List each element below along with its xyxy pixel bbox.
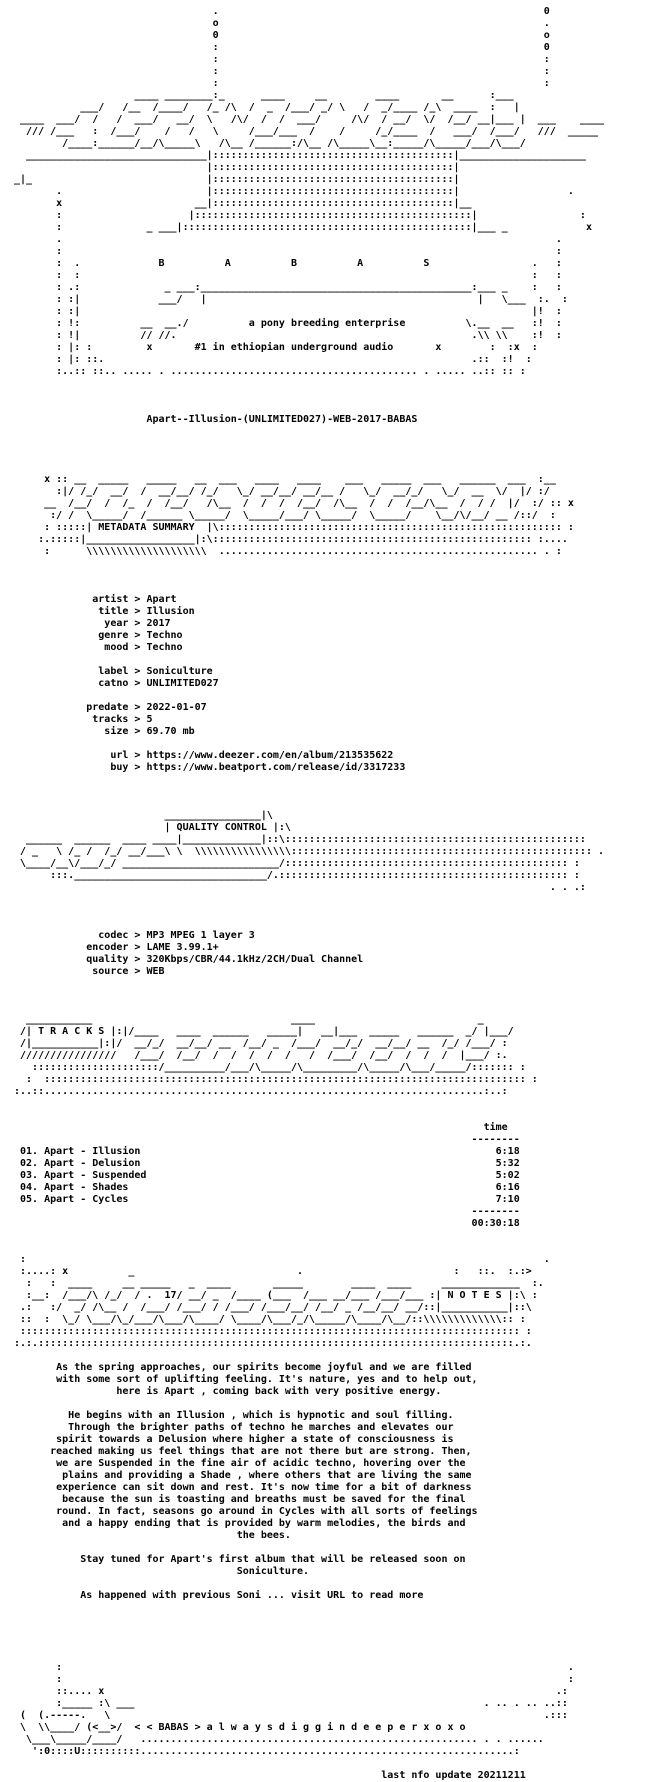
nfo-line — [14, 1614, 634, 1626]
nfo-line: : \\\\\\\\\\\\\\\\\\\\ ..................................................... . : — [14, 546, 562, 557]
nfo-line: : : — [14, 54, 550, 65]
nfo-line: x __|::::::::::::::::::::::::::::::::::::::::|__ — [14, 198, 472, 209]
nfo-line: : |::::::::::::::::::::::::::::::::::::::::::::::| : — [14, 210, 586, 221]
nfo-line — [14, 438, 634, 450]
nfo-line: \___\_____/____/ ........................................................ . . ...... — [14, 1734, 544, 1745]
metadata-title: title > Illusion — [14, 606, 195, 617]
nfo-line: . . .: — [14, 882, 586, 893]
track-row: 01. Apart - Illusion 6:18 — [14, 1146, 520, 1157]
metadata-predate: predate > 2022-01-07 — [14, 702, 207, 713]
nfo-line: ______________________________|::::::::::::::::::::::::::::::::::::::::|_____________________ — [14, 150, 586, 161]
nfo-line: :::::::::::::::::::::/__________/___/\_____/\_________/\_____/\___/_____/::::::: : — [14, 1062, 526, 1073]
notes-paragraph-line: As the spring approaches, our spirits become joyful and we are filled — [14, 1362, 472, 1373]
notes-paragraph-line: and a happy ending that is provided by warm melodies, the birds and — [14, 1518, 466, 1529]
section-header-notes: :__: /___/\ /_/ / . 17/ __/ _ /____ (___ /___ __/___ /___/___ :| N O T E S |:\ : — [14, 1290, 538, 1301]
tracks-time-header: time — [14, 1122, 508, 1133]
nfo-line: : : — [14, 1674, 574, 1685]
notes-paragraph-line: round. In fact, seasons go around in Cycles with all sorts of feelings — [14, 1506, 478, 1517]
nfo-line: x :: __ _____ _____ __ ___ ____ ____ ___ _____ ___ ______ ___ :__ — [14, 474, 556, 485]
nfo-line: :: : \_/ \___/\_/___/\___/\____/ \____/\___/_/\_____/\____/\__/::\\\\\\\\\\\\\:: : — [14, 1314, 526, 1325]
quality-source: source > WEB — [14, 966, 165, 977]
nfo-line: : _ ___|::::::::::::::::::::::::::::::::::::::::::::::::|___ _ x — [14, 222, 592, 233]
nfo-line: ________________|\ — [14, 810, 273, 821]
nfo-line: : : : : — [14, 270, 562, 281]
nfo-line: ____ ________:_ ____ __ ____ __ :___ — [14, 90, 514, 101]
nfo-line: :.:.:::::::::::::::::::::::::::::::::::::::::::::::::::::::::::::::::::::::::::::::.:. — [14, 1338, 532, 1349]
notes-paragraph-line: reached making us feel things that are not there but are strong. Then, — [14, 1446, 472, 1457]
nfo-line — [14, 450, 634, 462]
nfo-line: /// /___ : /___/ / / \ /___/___ / / /_/____ / ___/ /___/ /// _____ — [14, 126, 598, 137]
nfo-line — [14, 690, 634, 702]
nfo-line — [14, 894, 634, 906]
nfo-line: : !| // //. .\\ \\ :! : — [14, 330, 562, 341]
track-row: 03. Apart - Suspended 5:02 — [14, 1170, 520, 1181]
nfo-line — [14, 1242, 634, 1254]
nfo-line: -------- — [14, 1206, 520, 1217]
nfo-line — [14, 1626, 634, 1638]
notes-paragraph-line: we are Suspended in the fine air of acidic techno, hovering over the — [14, 1458, 466, 1469]
nfo-line: :..:: ::.. ..... . ......................................... . ..... ..:: :: : — [14, 366, 526, 377]
nfo-line: /|___________|:|/ __/_/ __/__/ __ /__/ _ /___/ __/_/ __/__/ __ /_/ /___/ : — [14, 1038, 508, 1049]
nfo-line: \____/__\/___/_/ __________________________/::::::::::::::::::::::::::::::::::::::::::::::: : — [14, 858, 580, 869]
nfo-line: : . B A B A S . : — [14, 258, 562, 269]
quality-codec: codec > MP3 MPEG 1 layer 3 — [14, 930, 255, 941]
quality-encoder: encoder > LAME 3.99.1+ — [14, 942, 219, 953]
nfo-line: : .: _ ___:_____________________________________________:___ _ : : — [14, 282, 562, 293]
metadata-buy: buy > https://www.beatport.com/release/id/3317233 — [14, 762, 406, 773]
nfo-line — [14, 1002, 634, 1014]
release-name: Apart--Illusion-(UNLIMITED027)-WEB-2017-BABAS — [14, 414, 418, 425]
nfo-line — [14, 1110, 634, 1122]
nfo-line: -------- — [14, 1134, 520, 1145]
nfo-line — [14, 1230, 634, 1242]
nfo-line: . . — [14, 234, 562, 245]
nfo-line — [14, 378, 634, 390]
nfo-line: : :| ___/ | | \___ :. : — [14, 294, 568, 305]
nfo-line: .: :/ _/ /\__ / /___/ /___/ / /___/ /___/__/ /__/ _ /__/__/ __/::|___________|::\ — [14, 1302, 532, 1313]
metadata-mood: mood > Techno — [14, 642, 183, 653]
nfo-line: :::.________________________________/.:::::::::::::::::::::::::::::::::::::::::::::::: : — [14, 870, 580, 881]
nfo-line: ___________ ____ _ — [14, 1014, 484, 1025]
nfo-line: : !: __ __./ a pony breeding enterprise \.__ __ :! : — [14, 318, 562, 329]
nfo-line — [14, 390, 634, 402]
nfo-line: : : — [14, 66, 550, 77]
track-row: 02. Apart - Delusion 5:32 — [14, 1158, 520, 1169]
section-header-tracks: /| T R A C K S |:|/____ ____ ______ _____| __|___ _____ ______ _/ |___/ — [14, 1026, 514, 1037]
quality-quality: quality > 320Kbps/CBR/44.1kHz/2CH/Dual Channel — [14, 954, 364, 965]
metadata-catno: catno > UNLIMITED027 — [14, 678, 219, 689]
nfo-line: ____ ___/ / / ___/ __/ \ /\/ / / ___/ /\/ / __/ \/ /__/ __|___ | ___ ____ — [14, 114, 605, 125]
nfo-line: : |: : x #1 in ethiopian underground audio x : :x : — [14, 342, 538, 353]
nfo-line: : . — [14, 1662, 574, 1673]
nfo-line — [14, 774, 634, 786]
nfo-line: : : — [14, 246, 562, 257]
nfo-line — [14, 918, 634, 930]
nfo-line — [14, 990, 634, 1002]
notes-paragraph-line: He begins with an Illusion , which is hypnotic and soul filling. — [14, 1410, 454, 1421]
nfo-line — [14, 402, 634, 414]
notes-paragraph-line: here is Apart , coming back with very positive energy. — [14, 1386, 442, 1397]
nfo-line: :....: x _ . : ::. :.:> — [14, 1266, 532, 1277]
nfo-line: : :::::::::::::::::::::::::::::::::::::::::::::::::::::::::::::::::::::::::::::::: : — [14, 1074, 538, 1085]
section-header-metadata: : :::::| METADATA SUMMARY |\::::::::::::::::::::::::::::::::::::::::::::::::::::::::: : — [14, 522, 574, 533]
nfo-line: //////////////// /___/ /__/ / / / / / / /___/ /__/ / / / |___/ :. — [14, 1050, 508, 1061]
notes-paragraph-line: As happened with previous Soni ... visit URL to read more — [14, 1590, 424, 1601]
nfo-line: _|_ |::::::::::::::::::::::::::::::::::::::::| — [14, 174, 460, 185]
nfo-line — [14, 1758, 634, 1770]
nfo-line — [14, 1602, 634, 1614]
nfo-line: :..::.........................................................................:..: — [14, 1086, 508, 1097]
metadata-url: url > https://www.deezer.com/en/album/213535622 — [14, 750, 394, 761]
track-row: 05. Apart - Cycles 7:10 — [14, 1194, 520, 1205]
section-header-quality: | QUALITY CONTROL |:\ — [14, 822, 291, 833]
nfo-line — [14, 798, 634, 810]
nfo-line: . 0 — [14, 6, 550, 17]
nfo-line: / _ \ /_ / /_/ __/___\ \ \\\\\\\\\\\\\\\\:::::::::::::::::::::::::::::::::::::::::::::::::: . — [14, 846, 605, 857]
nfo-line: : : ____ __ _____ _ ____ _____ ____ ____ _____________ :. — [14, 1278, 544, 1289]
nfo-line: :|/ /_/ __/ / __/__/ /_/ \_/ __/__/ __/__ / \_/ __/_/ \_/ __ \/ |/ :/ — [14, 486, 550, 497]
nfo-line: :_____ :\ ___ . .. . .. ..:: — [14, 1698, 568, 1709]
nfo-line — [14, 738, 634, 750]
nfo-line — [14, 906, 634, 918]
nfo-line: : :| |! : — [14, 306, 562, 317]
nfo-line: __ /__/ / /_ / /__/ /\__ / / / /__/ /\__ / / /__/\__ / / / |/ :/ :: x — [14, 498, 574, 509]
nfo-line — [14, 558, 634, 570]
nfo-line: /____:______/__/\_____\ /\__ /______:/\__ /\_____\__:_____/\_____/___/\___/ — [14, 138, 526, 149]
notes-paragraph-line: Soniculture. — [14, 1566, 310, 1577]
nfo-line: ___/ /__ /____/ /_ /\ / _ /___/ _/ \ / _/____ /_\ ____ : | — [14, 102, 520, 113]
nfo-line: : |: ::. .:: :! : — [14, 354, 532, 365]
nfo-line: : . — [14, 1254, 550, 1265]
nfo-line: :/ / \_____/ /______ \_____/ \_____/___/ \_____/ \_____/ \__/\/__/ __ /::/ : — [14, 510, 556, 521]
footer-tagline: \ \\____/ (<__>/ < < BABAS > a l w a y s d i g g i n d e e p e r x o x o — [14, 1722, 466, 1733]
tracks-total-time: 00:30:18 — [14, 1218, 520, 1229]
nfo-line — [14, 582, 634, 594]
nfo-line — [14, 1542, 634, 1554]
nfo-line: . |::::::::::::::::::::::::::::::::::::::::| . — [14, 186, 574, 197]
nfo-line — [14, 978, 634, 990]
metadata-size: size > 69.70 mb — [14, 726, 195, 737]
nfo-line — [14, 654, 634, 666]
last-update: last nfo update 20211211 — [14, 1770, 526, 1781]
notes-paragraph-line: because the sun is toasting and breaths must be saved for the final — [14, 1494, 466, 1505]
nfo-line — [14, 786, 634, 798]
nfo-line: ( (.-----. \ .::: — [14, 1710, 568, 1721]
metadata-label: label > Soniculture — [14, 666, 213, 677]
nfo-line: |::::::::::::::::::::::::::::::::::::::::| — [14, 162, 460, 173]
nfo-line: : : — [14, 78, 550, 89]
nfo-line — [14, 426, 634, 438]
nfo-line — [14, 1578, 634, 1590]
nfo-line: ::.... x .: — [14, 1686, 568, 1697]
nfo-line: ______ ______ ____ ____|_____________|::\:::::::::::::::::::::::::::::::::::::::::::::::::: — [14, 834, 586, 845]
notes-paragraph-line: Through the brighter paths of techno he marches and elevates our — [14, 1422, 454, 1433]
nfo-line — [14, 1650, 634, 1662]
notes-paragraph-line: the bees. — [14, 1530, 291, 1541]
track-row: 04. Apart - Shades 6:16 — [14, 1182, 520, 1193]
nfo-line — [14, 1398, 634, 1410]
nfo-line: 0 o — [14, 30, 550, 41]
metadata-tracks: tracks > 5 — [14, 714, 153, 725]
nfo-line: : 0 — [14, 42, 550, 53]
notes-paragraph-line: experience can sit down and rest. It's now time for a bit of darkness — [14, 1482, 472, 1493]
notes-paragraph-line: Stay tuned for Apart's first album that will be released soon on — [14, 1554, 466, 1565]
nfo-line — [14, 1638, 634, 1650]
notes-paragraph-line: plains and providing a Shade , where others that are living the same — [14, 1470, 472, 1481]
nfo-line — [14, 1350, 634, 1362]
metadata-artist: artist > Apart — [14, 594, 177, 605]
metadata-genre: genre > Techno — [14, 630, 183, 641]
nfo-line — [14, 462, 634, 474]
metadata-year: year > 2017 — [14, 618, 171, 629]
nfo-line — [14, 1098, 634, 1110]
nfo-line — [14, 570, 634, 582]
nfo-line: ':0::::U::::::::::..............................................................: — [14, 1746, 520, 1757]
nfo-text — [14, 6, 634, 1782]
notes-paragraph-line: with some sort of uplifting feeling. It's nature, yes and to help out, — [14, 1374, 478, 1385]
nfo-line: o . — [14, 18, 550, 29]
notes-paragraph-line: spirit towards a Delusion where higher a state of consciousness is — [14, 1434, 454, 1445]
nfo-line: :.:::::|__________________|:\::::::::::::::::::::::::::::::::::::::::::::::::::::: :.... — [14, 534, 568, 545]
nfo-line: ::::::::::::::::::::::::::::::::::::::::::::::::::::::::::::::::::::::::::::::::::: : — [14, 1326, 532, 1337]
